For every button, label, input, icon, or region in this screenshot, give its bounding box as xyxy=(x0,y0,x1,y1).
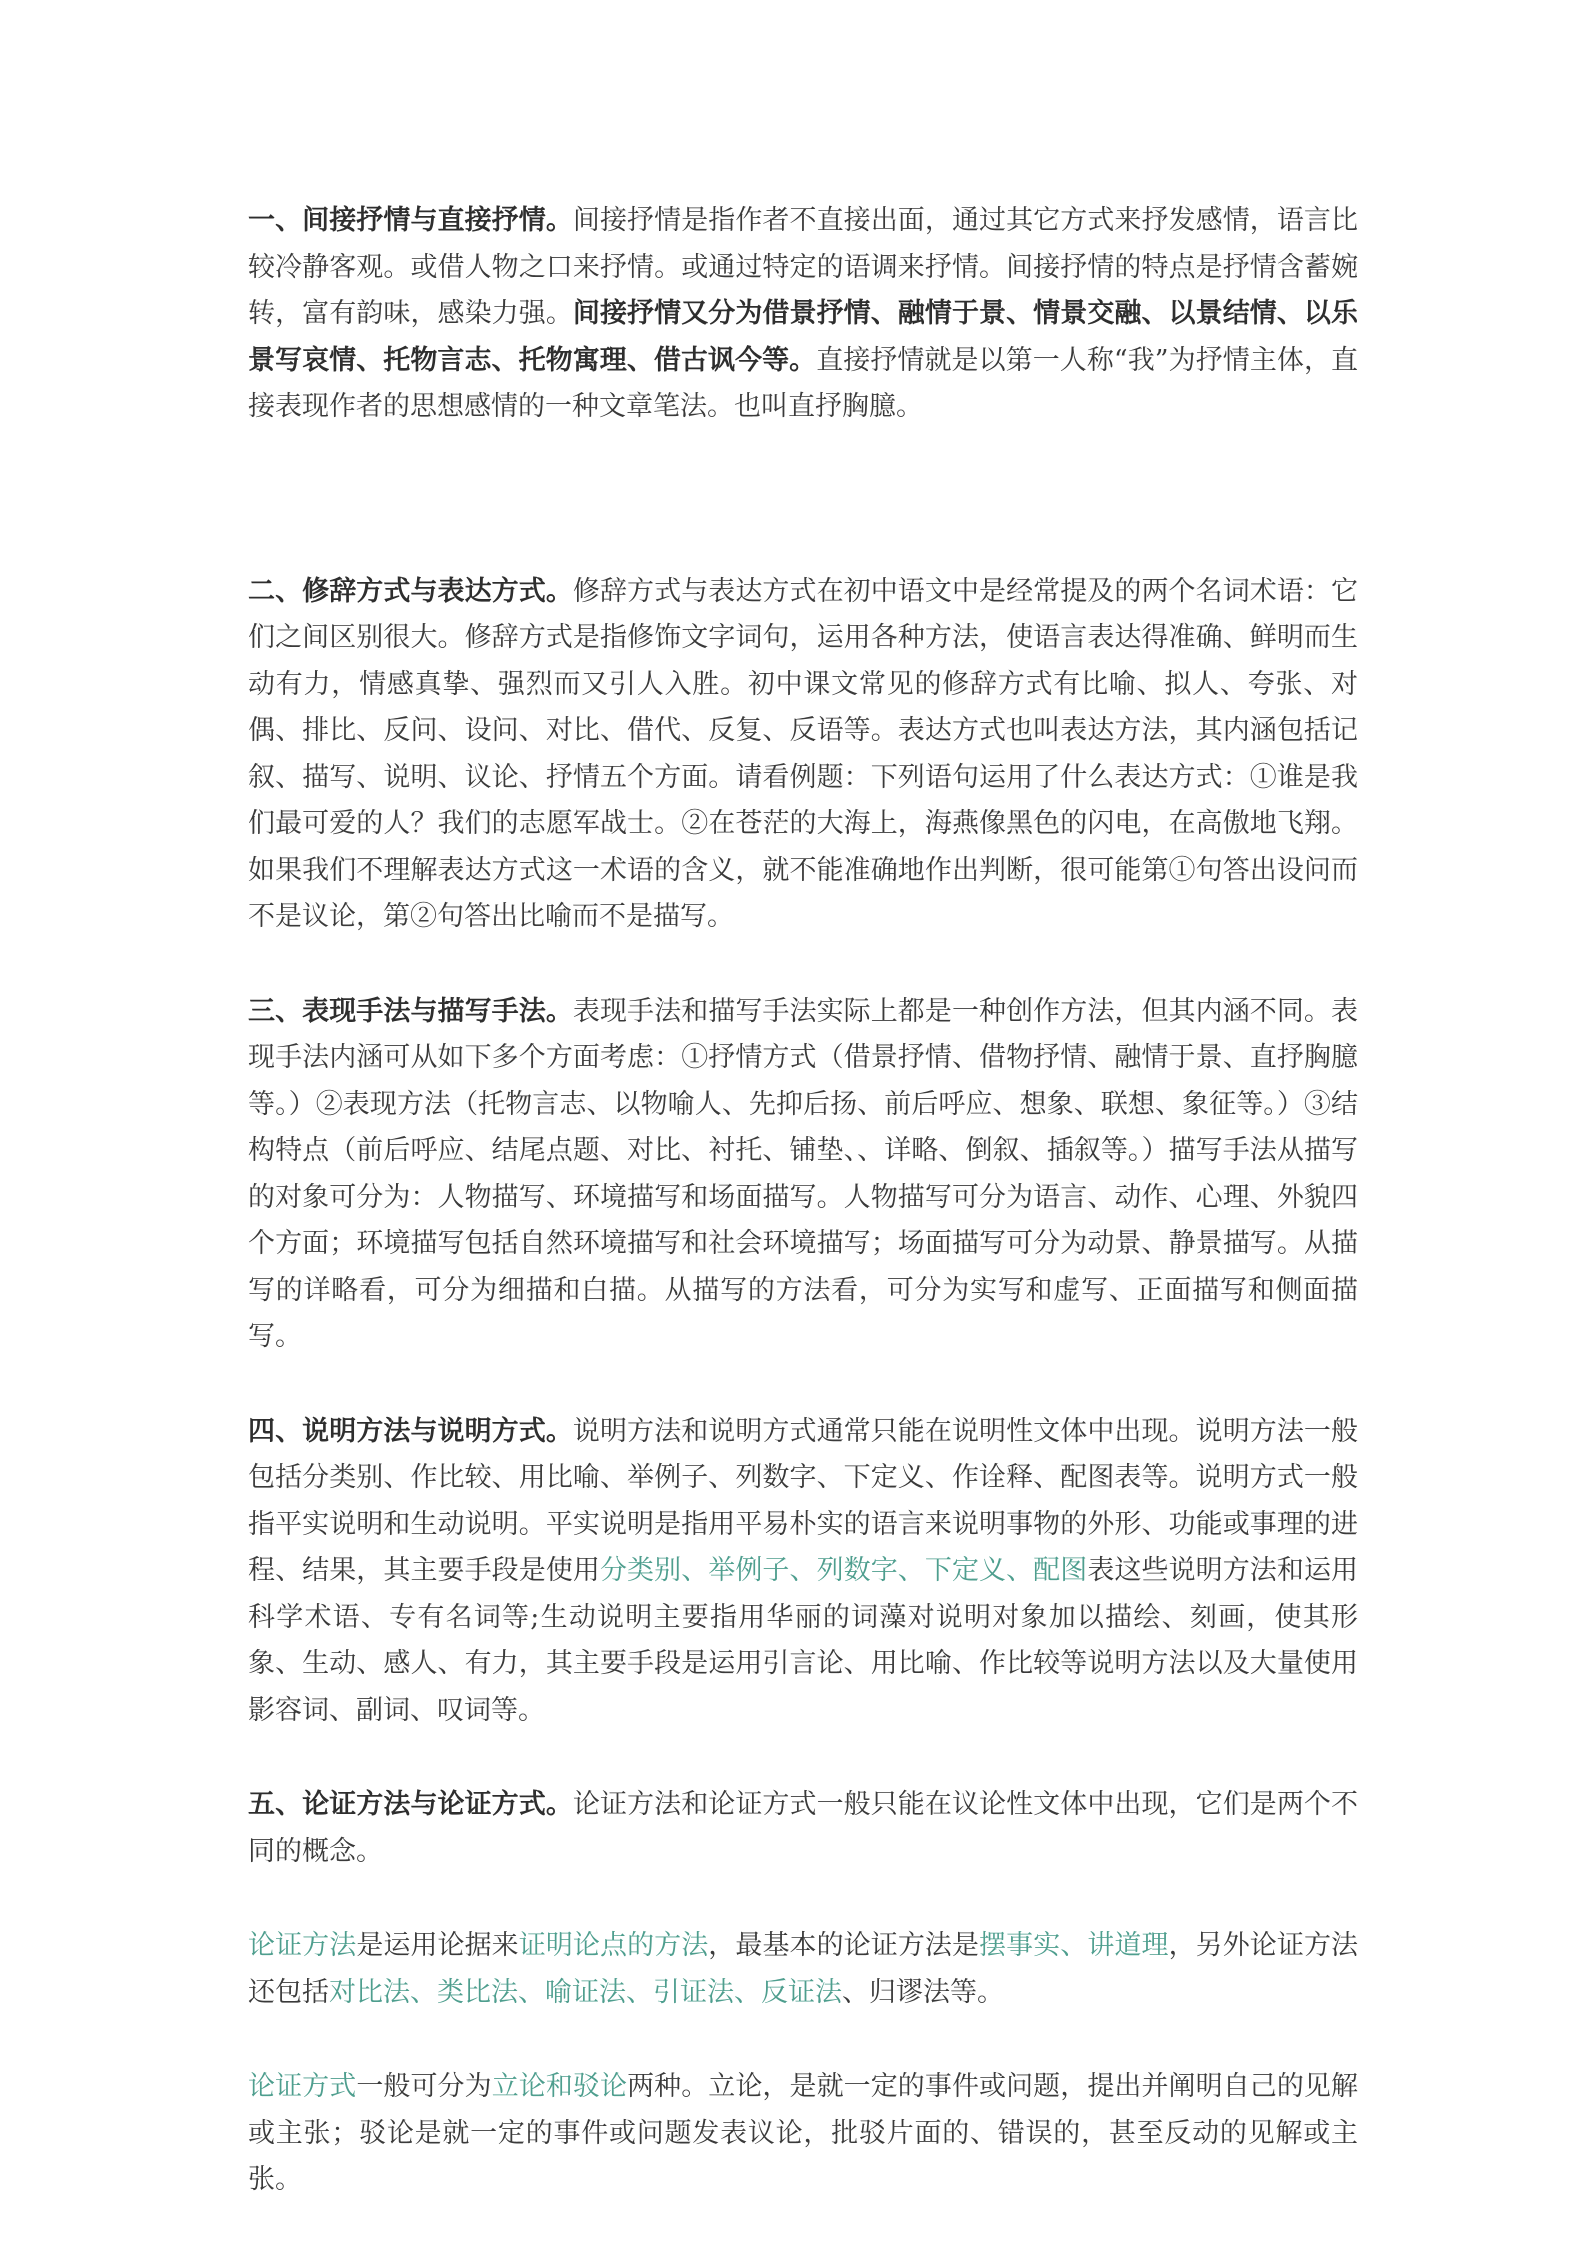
document-body xyxy=(248,198,1358,2204)
spacer xyxy=(248,941,1358,989)
emphasized-text: 间接抒情又分为借景抒情、融情于景、情景交融、以景结情、以乐景写哀情、托物言志、托物寓理、借古讽今等。 xyxy=(248,298,1359,376)
paragraph-text: 两种。立论，是就一定的事件或问题，提出并阐明自己的见解或主张；驳论是就一定的事件或问题发表议论，批驳片面的、错误的，甚至反动的见解或主张。 xyxy=(248,2071,1359,2195)
paragraph-text: 论证方法和论证方式一般只能在议论性文体中出现，它们是两个不同的概念。 xyxy=(248,1789,1359,1867)
section-argument-methods xyxy=(248,1782,1358,1875)
paragraph-text: 修辞方式与表达方式在初中语文中是经常提及的两个名词术语：它们之间区别很大。修辞方式是指修饰文字词句，运用各种方法，使语言表达得准确、鲜明而生动有力，情感真挚、强烈而又引人入胜。初中课文常见的修辞方式有比喻、拟人、夸张、对偶、排比、反问、设问、对比、借代、反复、反语等。表达方式也叫表达方法，其内涵包括记叙、描写、说明、议论、抒情五个方面。请看例题：下列语句运用了什么表达方式：①谁是我们最可爱的人？我们的志愿军战士。②在苍茫的大海上，海燕像黑色的闪电，在高傲地飞翔。如果我们不理解表达方式这一术语的含义，就不能准确地作出判断，很可能第①句答出设问而不是议论，第②句答出比喻而不是描写。 xyxy=(248,575,1359,932)
section-heading: 四、说明方法与说明方式。 xyxy=(248,1415,573,1447)
spacer xyxy=(248,1875,1358,1923)
section-rhetoric-expression xyxy=(248,569,1358,941)
paragraph-text: 一般可分为 xyxy=(356,2071,492,2102)
spacer xyxy=(248,1734,1358,1782)
paragraph-argument-method-definition xyxy=(248,1923,1358,2016)
highlighted-text: 对比法、类比法、喻证法、引证法、反证法 xyxy=(329,1976,842,2008)
section-technique-description xyxy=(248,989,1358,1361)
spacer xyxy=(248,2016,1358,2064)
paragraph-text: 表这些说明方法和运用科学术语、专有名词等;生动说明主要指用华丽的词藻对说明对象加以描绘、刻画，使其形象、生动、感人、有力，其主要手段是运用引言论、用比喻、作比较等说明方法以及大量使用影容词、副词、叹词等。 xyxy=(248,1555,1359,1726)
paragraph-argument-mode-definition xyxy=(248,2064,1358,2204)
section-heading: 一、间接抒情与直接抒情。 xyxy=(248,205,573,236)
paragraph-text: 间接抒情是指作者不直接出面，通过其它方式来抒发感情，语言比较冷静客观。或借人物之口来抒情。或通过特定的语调来抒情。间接抒情的特点是抒情含蓄婉转，富有韵味，感染力强。 xyxy=(248,205,1359,329)
paragraph-text: ，最基本的论证方法是 xyxy=(708,1930,980,1961)
section-heading: 二、修辞方式与表达方式。 xyxy=(248,575,573,607)
highlighted-text: 论证方式 xyxy=(248,2071,357,2102)
section-explanation-methods xyxy=(248,1409,1358,1735)
paragraph-text: 直接抒情就是以第一人称“我”为抒情主体，直接表现作者的思想感情的一种文章笔法。也叫直抒胸臆。 xyxy=(248,344,1359,422)
paragraph-text: 说明方法和说明方式通常只能在说明性文体中出现。说明方法一般包括分类别、作比较、用比喻、举例子、列数字、下定义、作诠释、配图表等。说明方式一般指平实说明和生动说明。平实说明是指用平易朴实的语言来说明事物的外形、功能或事理的进程、结果，其主要手段是使用 xyxy=(248,1415,1359,1586)
highlighted-text: 立论和驳论 xyxy=(491,2071,628,2102)
spacer xyxy=(248,431,1358,569)
highlighted-text: 论证方法 xyxy=(248,1930,357,1961)
paragraph-text: ，另外论证方法还包括 xyxy=(248,1930,1359,2008)
section-heading: 三、表现手法与描写手法。 xyxy=(248,995,573,1027)
highlighted-text: 摆事实、讲道理 xyxy=(979,1930,1169,1961)
paragraph-text: 是运用论据来 xyxy=(356,1930,519,1961)
paragraph-text: 、归谬法等。 xyxy=(842,1976,1004,2008)
paragraph-text: 表现手法和描写手法实际上都是一种创作方法，但其内涵不同。表现手法内涵可从如下多个方面考虑：①抒情方式（借景抒情、借物抒情、融情于景、直抒胸臆等。）②表现方法（托物言志、以物喻人、先抑后扬、前后呼应、想象、联想、象征等。）③结构特点（前后呼应、结尾点题、对比、衬托、铺垫、、详略、倒叙、插叙等。）描写手法从描写的对象可分为：人物描写、环境描写和场面描写。人物描写可分为语言、动作、心理、外貌四个方面；环境描写包括自然环境描写和社会环境描写；场面描写可分为动景、静景描写。从描写的详略看，可分为细描和白描。从描写的方法看，可分为实写和虚写、正面描写和侧面描写。 xyxy=(248,995,1359,1352)
spacer xyxy=(248,1361,1358,1409)
highlighted-text: 分类别、举例子、列数字、下定义、配图 xyxy=(599,1555,1088,1586)
section-heading: 五、论证方法与论证方式。 xyxy=(248,1789,573,1820)
highlighted-text: 证明论点的方法 xyxy=(518,1930,709,1961)
section-indirect-direct-lyric xyxy=(248,198,1358,431)
